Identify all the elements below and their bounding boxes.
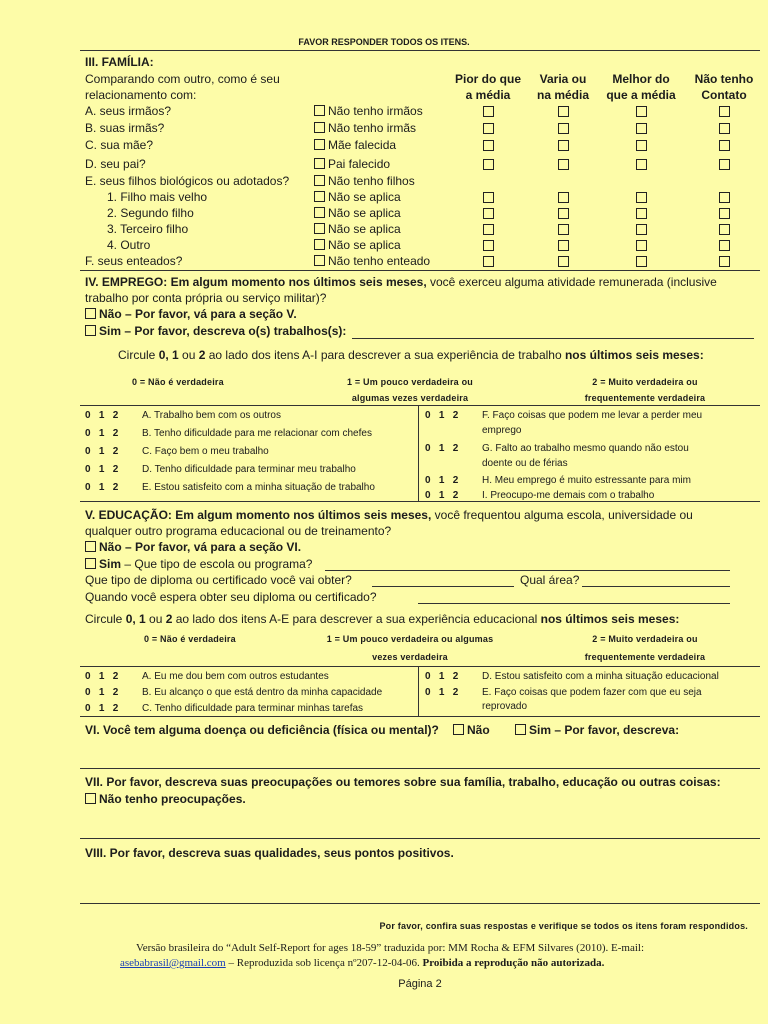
when-line[interactable] [418,603,730,604]
divider [80,716,760,717]
family-row-option[interactable] [314,205,401,221]
column-header: a média [465,88,511,102]
column-header: Não tenho [694,72,754,86]
rating-checkbox[interactable] [558,208,569,219]
divider [80,838,760,839]
score-options[interactable]: 0 1 2 [85,703,119,714]
edu-scale-0-label: 0 = Não é verdadeira [144,634,236,644]
family-row-label: E. seus filhos biológicos ou adotados? [85,174,290,188]
rating-checkbox[interactable] [636,208,647,219]
rating-checkbox[interactable] [483,240,494,251]
rating-checkbox[interactable] [636,240,647,251]
score-options[interactable]: 0 1 2 [425,410,459,421]
checkbox[interactable] [314,207,325,218]
checkbox[interactable] [314,158,325,169]
rating-item: I. Preocupo-me demais com o trabalho [482,490,655,501]
checkbox[interactable] [85,793,96,804]
family-row-option[interactable] [314,173,415,189]
rating-checkbox[interactable] [636,106,647,117]
employment-question [85,274,717,290]
family-row-option[interactable] [314,137,396,153]
rating-checkbox[interactable] [558,192,569,203]
checkbox[interactable] [314,239,325,250]
score-options[interactable]: 0 1 2 [425,443,459,454]
family-row-option-label: Não se aplica [328,206,401,220]
column-header: Pior do que [455,72,521,86]
rating-checkbox[interactable] [483,159,494,170]
rating-item: E. Estou satisfeito com a minha situação de trabalho [142,482,375,493]
checkbox[interactable] [85,541,96,552]
area-question: Qual área? [520,573,580,587]
score-options[interactable]: 0 1 2 [85,428,119,439]
checkbox[interactable] [85,308,96,319]
rating-checkbox[interactable] [483,123,494,134]
family-row-label: D. seu pai? [85,157,146,171]
rating-checkbox[interactable] [636,123,647,134]
education-yes-option[interactable]: Sim – Que tipo de escola ou programa? [85,556,312,572]
when-question: Quando você espera obter seu diploma ou certificado? [85,590,377,604]
rating-checkbox[interactable] [483,192,494,203]
scale-2-label: 2 = Muito verdadeira ou [592,377,698,387]
column-header: Melhor do [612,72,670,86]
employment-no-label: Não – Por favor, vá para a seção V. [99,307,297,321]
scale-2-label-2: frequentemente verdadeira [584,393,706,403]
column-header: que a média [606,88,676,102]
rating-checkbox[interactable] [558,106,569,117]
family-row-option-label: Não se aplica [328,222,401,236]
health-yes-option[interactable]: Sim – Por favor, descreva: [515,722,679,738]
checkbox[interactable] [85,558,96,569]
page-number: Página 2 [398,978,442,990]
score-options[interactable]: 0 1 2 [425,490,459,501]
family-row-option-label: Não tenho filhos [328,174,415,188]
rating-checkbox[interactable] [719,192,730,203]
education-question-2: qualquer outro programa educacional ou de treinamento? [85,524,392,538]
score-options[interactable]: 0 1 2 [425,475,459,486]
rating-item: A. Eu me dou bem com outros estudantes [142,671,329,682]
rating-item: G. Falto ao trabalho mesmo quando não estou [482,443,689,454]
rating-item: reprovado [482,701,528,712]
family-row-option[interactable] [314,156,390,172]
scale-1-label-2: algumas vezes verdadeira [351,393,469,403]
rating-item: doente ou de férias [482,458,568,469]
diploma-question: Que tipo de diploma ou certificado você vai obter? [85,573,352,587]
checkbox[interactable] [453,724,464,735]
rating-item: E. Faço coisas que podem fazer com que eu seja [482,687,702,698]
divider [80,768,760,769]
score-options[interactable]: 0 1 2 [425,687,459,698]
column-header: Contato [701,88,747,102]
rating-checkbox[interactable] [483,106,494,117]
table-top-line [80,405,760,406]
score-options[interactable]: 0 1 2 [85,671,119,682]
rating-checkbox[interactable] [558,224,569,235]
rating-item: B. Eu alcanço o que está dentro da minha capacidade [142,687,383,698]
education-no-option[interactable] [85,539,301,555]
score-options[interactable]: 0 1 2 [85,410,119,421]
footer-check-note: Por favor, confira suas respostas e verifique se todos os itens foram respondidos. [379,921,748,931]
rating-checkbox[interactable] [636,159,647,170]
score-options[interactable]: 0 1 2 [425,671,459,682]
education-question: V. EDUCAÇÃO: Em algum momento nos últimos seis meses, você frequentou alguma escola, universidade ou [85,508,693,522]
education-program-line[interactable] [325,570,730,571]
email-link[interactable]: asebabrasil@gmail.com [120,957,226,969]
employment-question-rest: você exerceu alguma atividade remunerada (inclusive [426,275,717,289]
family-intro: Comparando com outro, como é seu [85,72,280,86]
rating-checkbox[interactable] [719,159,730,170]
rating-item: C. Tenho dificuldade para terminar minhas tarefas [142,703,364,714]
family-row-label: 4. Outro [107,238,151,252]
education-instructions: Circule 0, 1 ou 2 ao lado dos itens A-E para descrever a sua experiência educacional nos últimos seis meses: [85,612,680,626]
rating-checkbox[interactable] [483,224,494,235]
family-row-option-label: Não tenho enteado [328,254,431,268]
checkbox[interactable] [314,223,325,234]
family-row-label: 3. Terceiro filho [107,222,189,236]
concerns-none-option[interactable]: Não tenho preocupações. [85,791,246,807]
family-row-label: 2. Segundo filho [107,206,194,220]
rating-checkbox[interactable] [719,256,730,267]
rating-checkbox[interactable] [636,140,647,151]
divider [80,501,760,502]
family-row-label: C. sua mãe? [85,138,154,152]
strengths-question: VIII. Por favor, descreva suas qualidades, seus pontos positivos. [85,846,454,860]
checkbox[interactable] [314,255,325,266]
family-row-option[interactable] [314,253,430,269]
rating-checkbox[interactable] [719,208,730,219]
family-row-label: B. suas irmãs? [85,121,165,135]
scale-0-label: 0 = Não é verdadeira [132,377,224,387]
score-options[interactable]: 0 1 2 [85,482,119,493]
rating-checkbox[interactable] [558,240,569,251]
rating-checkbox[interactable] [558,140,569,151]
employment-no-option[interactable] [85,306,297,322]
rating-checkbox[interactable] [483,256,494,267]
rating-item: D. Estou satisfeito com a minha situação educacional [482,671,719,682]
edu-scale-1-label-2: vezes verdadeira [372,652,448,662]
rating-checkbox[interactable] [558,256,569,267]
family-row-option[interactable] [314,221,401,237]
rating-item: C. Faço bem o meu trabalho [142,446,269,457]
family-row-label: 1. Filho mais velho [107,190,208,204]
rating-checkbox[interactable] [636,224,647,235]
rating-checkbox[interactable] [483,208,494,219]
rating-item: B. Tenho dificuldade para me relacionar com chefes [142,428,372,439]
scale-1-label: 1 = Um pouco verdadeira ou [347,377,473,387]
column-header: Varia ou [539,72,587,86]
employment-yes-option[interactable] [85,323,346,339]
employment-question-2: trabalho por conta própria ou serviço militar)? [85,291,327,305]
rating-checkbox[interactable] [719,123,730,134]
rating-item: F. Faço coisas que podem me levar a perder meu [482,410,703,421]
family-row-option[interactable] [314,120,416,136]
rating-checkbox[interactable] [719,240,730,251]
family-row-option-label: Não se aplica [328,238,401,252]
area-line[interactable] [582,586,730,587]
family-row-option[interactable] [314,237,401,253]
employment-question-bold: IV. EMPREGO: Em algum momento nos últimos seis meses, [85,275,427,289]
checkbox[interactable] [314,139,325,150]
top-note: FAVOR RESPONDER TODOS OS ITENS. [298,37,470,47]
column-header: na média [536,88,590,102]
checkbox[interactable] [314,105,325,116]
rating-checkbox[interactable] [719,106,730,117]
health-question: VI. Você tem alguma doença ou deficiência (física ou mental)? [85,723,439,737]
health-no-option[interactable]: Não [453,722,490,738]
checkbox[interactable] [314,122,325,133]
checkbox[interactable] [314,175,325,186]
family-row-option[interactable] [314,189,401,205]
family-title: III. FAMÍLIA: [85,55,154,69]
employment-yes-label: Sim – Por favor, descreva o(s) trabalhos(s): [99,324,347,338]
rating-checkbox[interactable] [719,140,730,151]
checkbox[interactable] [314,191,325,202]
score-options[interactable]: 0 1 2 [85,687,119,698]
divider [80,903,760,904]
employment-describe-line[interactable] [352,338,754,339]
rating-checkbox[interactable] [558,159,569,170]
footer-credit: Versão brasileira do “Adult Self-Report for ages 18-59” traduzida por: MM Rocha & EFM Silvares (2010). E-mail: [135,942,644,954]
family-row-option[interactable] [314,103,423,119]
table-top-line [80,666,760,667]
rating-item: D. Tenho dificuldade para terminar meu trabalho [142,464,356,475]
diploma-line[interactable] [372,586,514,587]
score-options[interactable]: 0 1 2 [85,464,119,475]
divider [80,270,760,271]
rating-checkbox[interactable] [719,224,730,235]
family-intro-2: relacionamento com: [85,88,197,102]
rating-checkbox[interactable] [636,192,647,203]
family-row-option-label: Não tenho irmãos [328,104,423,118]
family-row-option-label: Mãe falecida [328,138,397,152]
table-divider [418,666,419,716]
divider [80,50,760,51]
family-row-option-label: Não se aplica [328,190,401,204]
edu-scale-2-label-2: frequentemente verdadeira [584,652,706,662]
edu-scale-2-label: 2 = Muito verdadeira ou [592,634,698,644]
family-row-option-label: Pai falecido [328,157,391,171]
education-no-label: Não – Por favor, vá para a seção VI. [99,540,302,554]
rating-item: A. Trabalho bem com os outros [142,410,281,421]
employment-instructions: Circule 0, 1 ou 2 ao lado dos itens A-I para descrever a sua experiência de trabalho nos últimos seis meses: [118,348,704,362]
rating-checkbox[interactable] [558,123,569,134]
edu-scale-1-label: 1 = Um pouco verdadeira ou algumas [326,634,494,644]
table-divider [418,405,419,501]
rating-checkbox[interactable] [483,140,494,151]
rating-item: emprego [482,425,522,436]
family-row-label: A. seus irmãos? [85,104,172,118]
concerns-question: VII. Por favor, descreva suas preocupações ou temores sobre sua família, trabalho, educação ou outras coisas: [85,775,721,789]
footer-credit-2: asebabrasil@gmail.com – Reproduzida sob licença nº207-12-04-06. Proibida a reprodução não autorizada. [120,957,605,969]
family-row-option-label: Não tenho irmãs [328,121,417,135]
checkbox[interactable] [85,325,96,336]
rating-item: H. Meu emprego é muito estressante para mim [482,475,691,486]
score-options[interactable]: 0 1 2 [85,446,119,457]
rating-checkbox[interactable] [636,256,647,267]
family-row-label: F. seus enteados? [85,254,183,268]
checkbox[interactable] [515,724,526,735]
